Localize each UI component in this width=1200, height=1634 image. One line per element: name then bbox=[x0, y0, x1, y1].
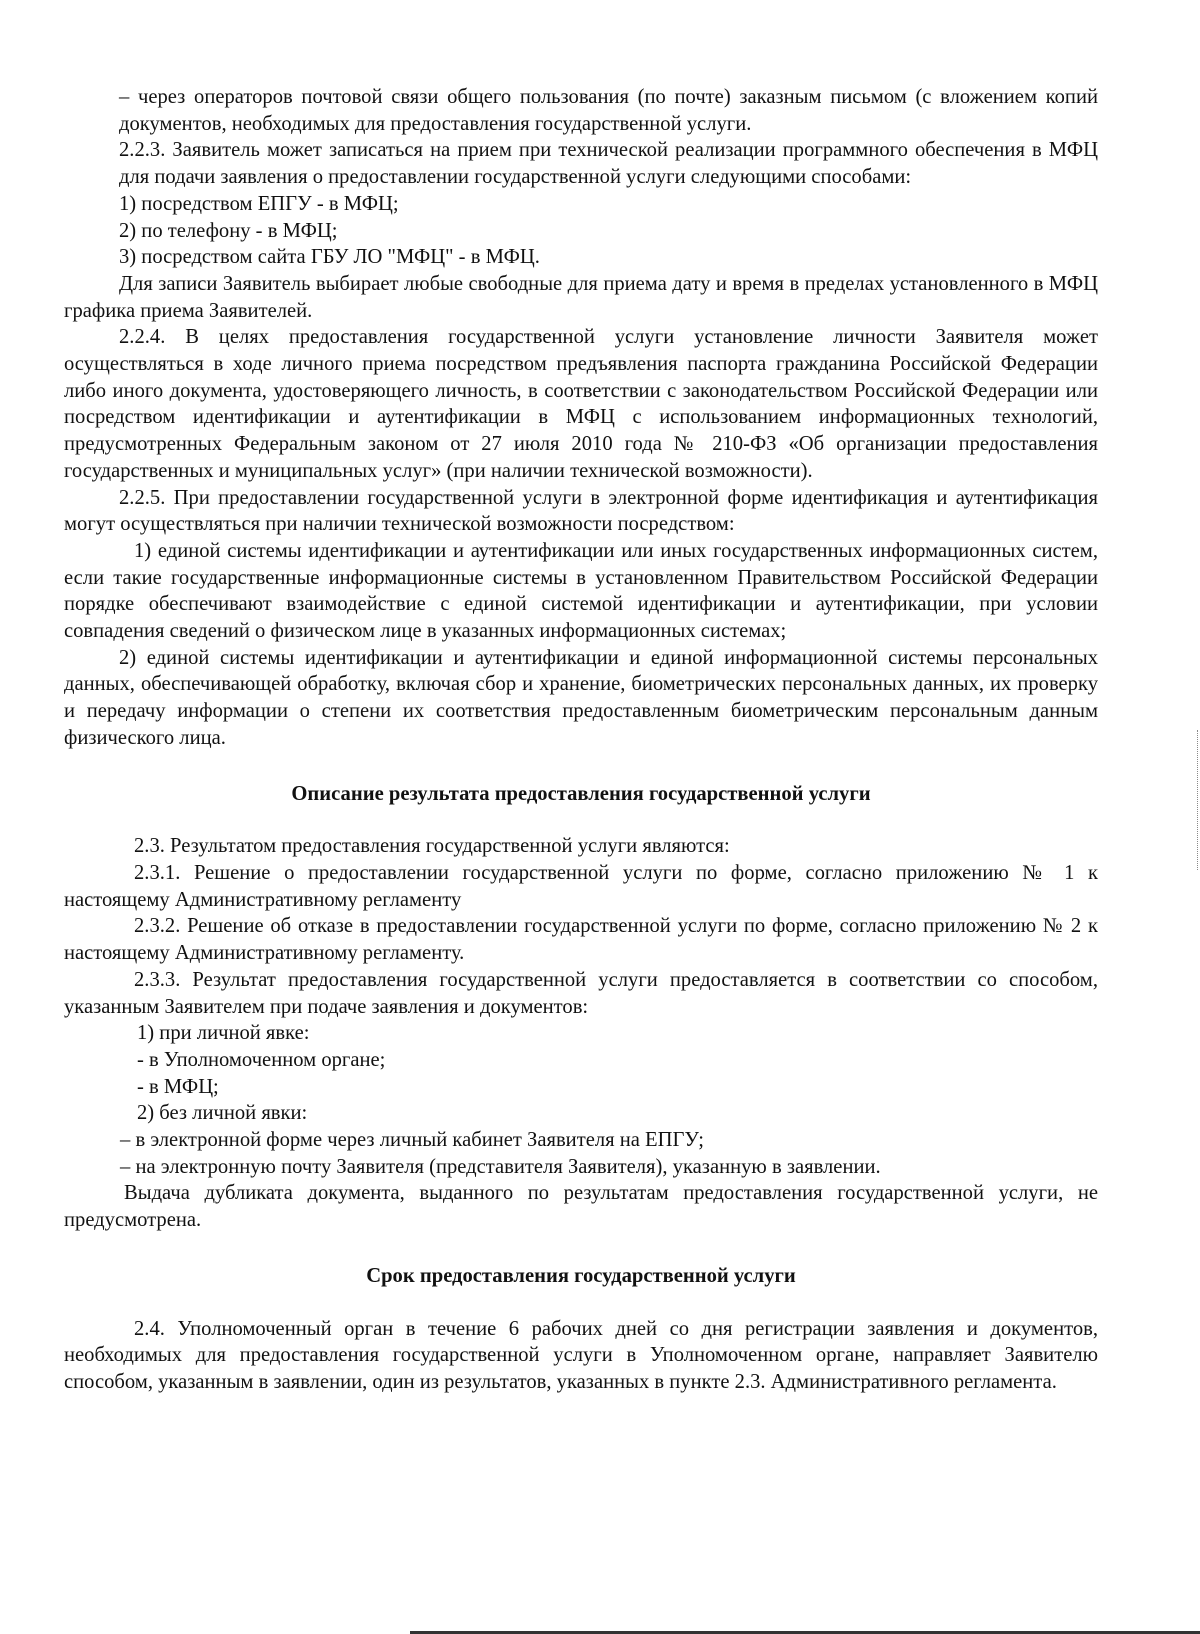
list-item-website: 3) посредством сайта ГБУ ЛО "МФЦ" - в МФЦ. bbox=[119, 246, 540, 269]
paragraph-2-3-2: 2.3.2. Решение об отказе в предоставлении государственной услуги по форме, согласно приложению № 2 к настоящему Административному регламенту. bbox=[64, 915, 1098, 965]
paragraph-2-3: 2.3. Результатом предоставления государственной услуги являются: bbox=[134, 835, 730, 858]
list-item-email: – на электронную почту Заявителя (представителя Заявителя), указанную в заявлении. bbox=[120, 1155, 881, 1178]
paragraph-2-4: 2.4. Уполномоченный орган в течение 6 рабочих дней со дня регистрации заявления и документов, необходимых для предоставления государственной услуги в Уполномоченном органе, направляет Заявителю способом, указанным в заявлении, один из результатов, указанных в пункте 2.3. Административного регламента. bbox=[64, 1317, 1098, 1393]
paragraph-appointment: Для записи Заявитель выбирает любые свободные для приема дату и время в пределах установленного в МФЦ графика приема Заявителей. bbox=[64, 272, 1098, 322]
list-item-epgu: 1) посредством ЕПГУ - в МФЦ; bbox=[119, 192, 399, 215]
paragraph-2-3-3: 2.3.3. Результат предоставления государственной услуги предоставляется в соответствии со способом, указанным Заявителем при подаче заявления и документов: bbox=[64, 968, 1098, 1018]
document-page bbox=[64, 84, 1098, 1396]
list-item-authorized-body: - в Уполномоченном органе; bbox=[137, 1048, 386, 1071]
paragraph-postal-delivery: – через операторов почтовой связи общего пользования (по почте) заказным письмом (с вложением копий документов, необходимых для предоставления государственной услуги. bbox=[119, 86, 1098, 135]
paragraph-2-2-3: 2.2.3. Заявитель может записаться на прием при технической реализации программного обеспечения в МФЦ для подачи заявления о предоставлении государственной услуги следующими способами: bbox=[119, 139, 1098, 189]
paragraph-biometric: 2) единой системы идентификации и аутентификации и единой информационной системы персональных данных, обеспечивающей обработку, включая сбор и хранение, биометрических персональных данных, их проверку и передачу информации о степени их соответствия предоставленным биометрическим персональным данным физического лица. bbox=[64, 646, 1098, 749]
list-item-electronic: – в электронной форме через личный кабинет Заявителя на ЕПГУ; bbox=[120, 1129, 704, 1152]
list-item-in-person: 1) при личной явке: bbox=[137, 1022, 310, 1045]
paragraph-2-2-4: 2.2.4. В целях предоставления государственной услуги установление личности Заявителя может осуществляться в ходе личного приема посредством предъявления паспорта гражданина Российской Федерации либо иного документа, удостоверяющего личность, в соответствии с законодательством Российской Федерации или посредством идентификации и аутентификации в МФЦ с использованием информационных технологий, предусмотренных Федеральным законом от 27 июля 2010 года № 210-ФЗ «Об организации предоставления государственных и муниципальных услуг» (при наличии технической возможности). bbox=[64, 326, 1098, 482]
paragraph-esia: 1) единой системы идентификации и аутентификации или иных государственных информационных систем, если такие государственные информационные системы в установленном Правительством Российской Федерации порядке обеспечивают взаимодействие с единой системой идентификации и аутентификации, при условии совпадения сведений о физическом лице в указанных информационных системах; bbox=[64, 539, 1098, 643]
heading-service-term: Срок предоставления государственной услуги bbox=[366, 1264, 796, 1287]
list-item-remote: 2) без личной явки: bbox=[137, 1102, 308, 1125]
paragraph-duplicate: Выдача дубликата документа, выданного по результатам предоставления государственной услуги, не предусмотрена. bbox=[64, 1182, 1098, 1232]
list-item-phone: 2) по телефону - в МФЦ; bbox=[119, 219, 338, 242]
list-item-mfc: - в МФЦ; bbox=[137, 1075, 219, 1098]
paragraph-2-3-1: 2.3.1. Решение о предоставлении государственной услуги по форме, согласно приложению № 1 к настоящему Административному регламенту bbox=[64, 861, 1098, 911]
heading-result-description: Описание результата предоставления государственной услуги bbox=[291, 782, 871, 805]
paragraph-2-2-5: 2.2.5. При предоставлении государственной услуги в электронной форме идентификация и аутентификация могут осуществляться при наличии технической возможности посредством: bbox=[64, 486, 1098, 536]
